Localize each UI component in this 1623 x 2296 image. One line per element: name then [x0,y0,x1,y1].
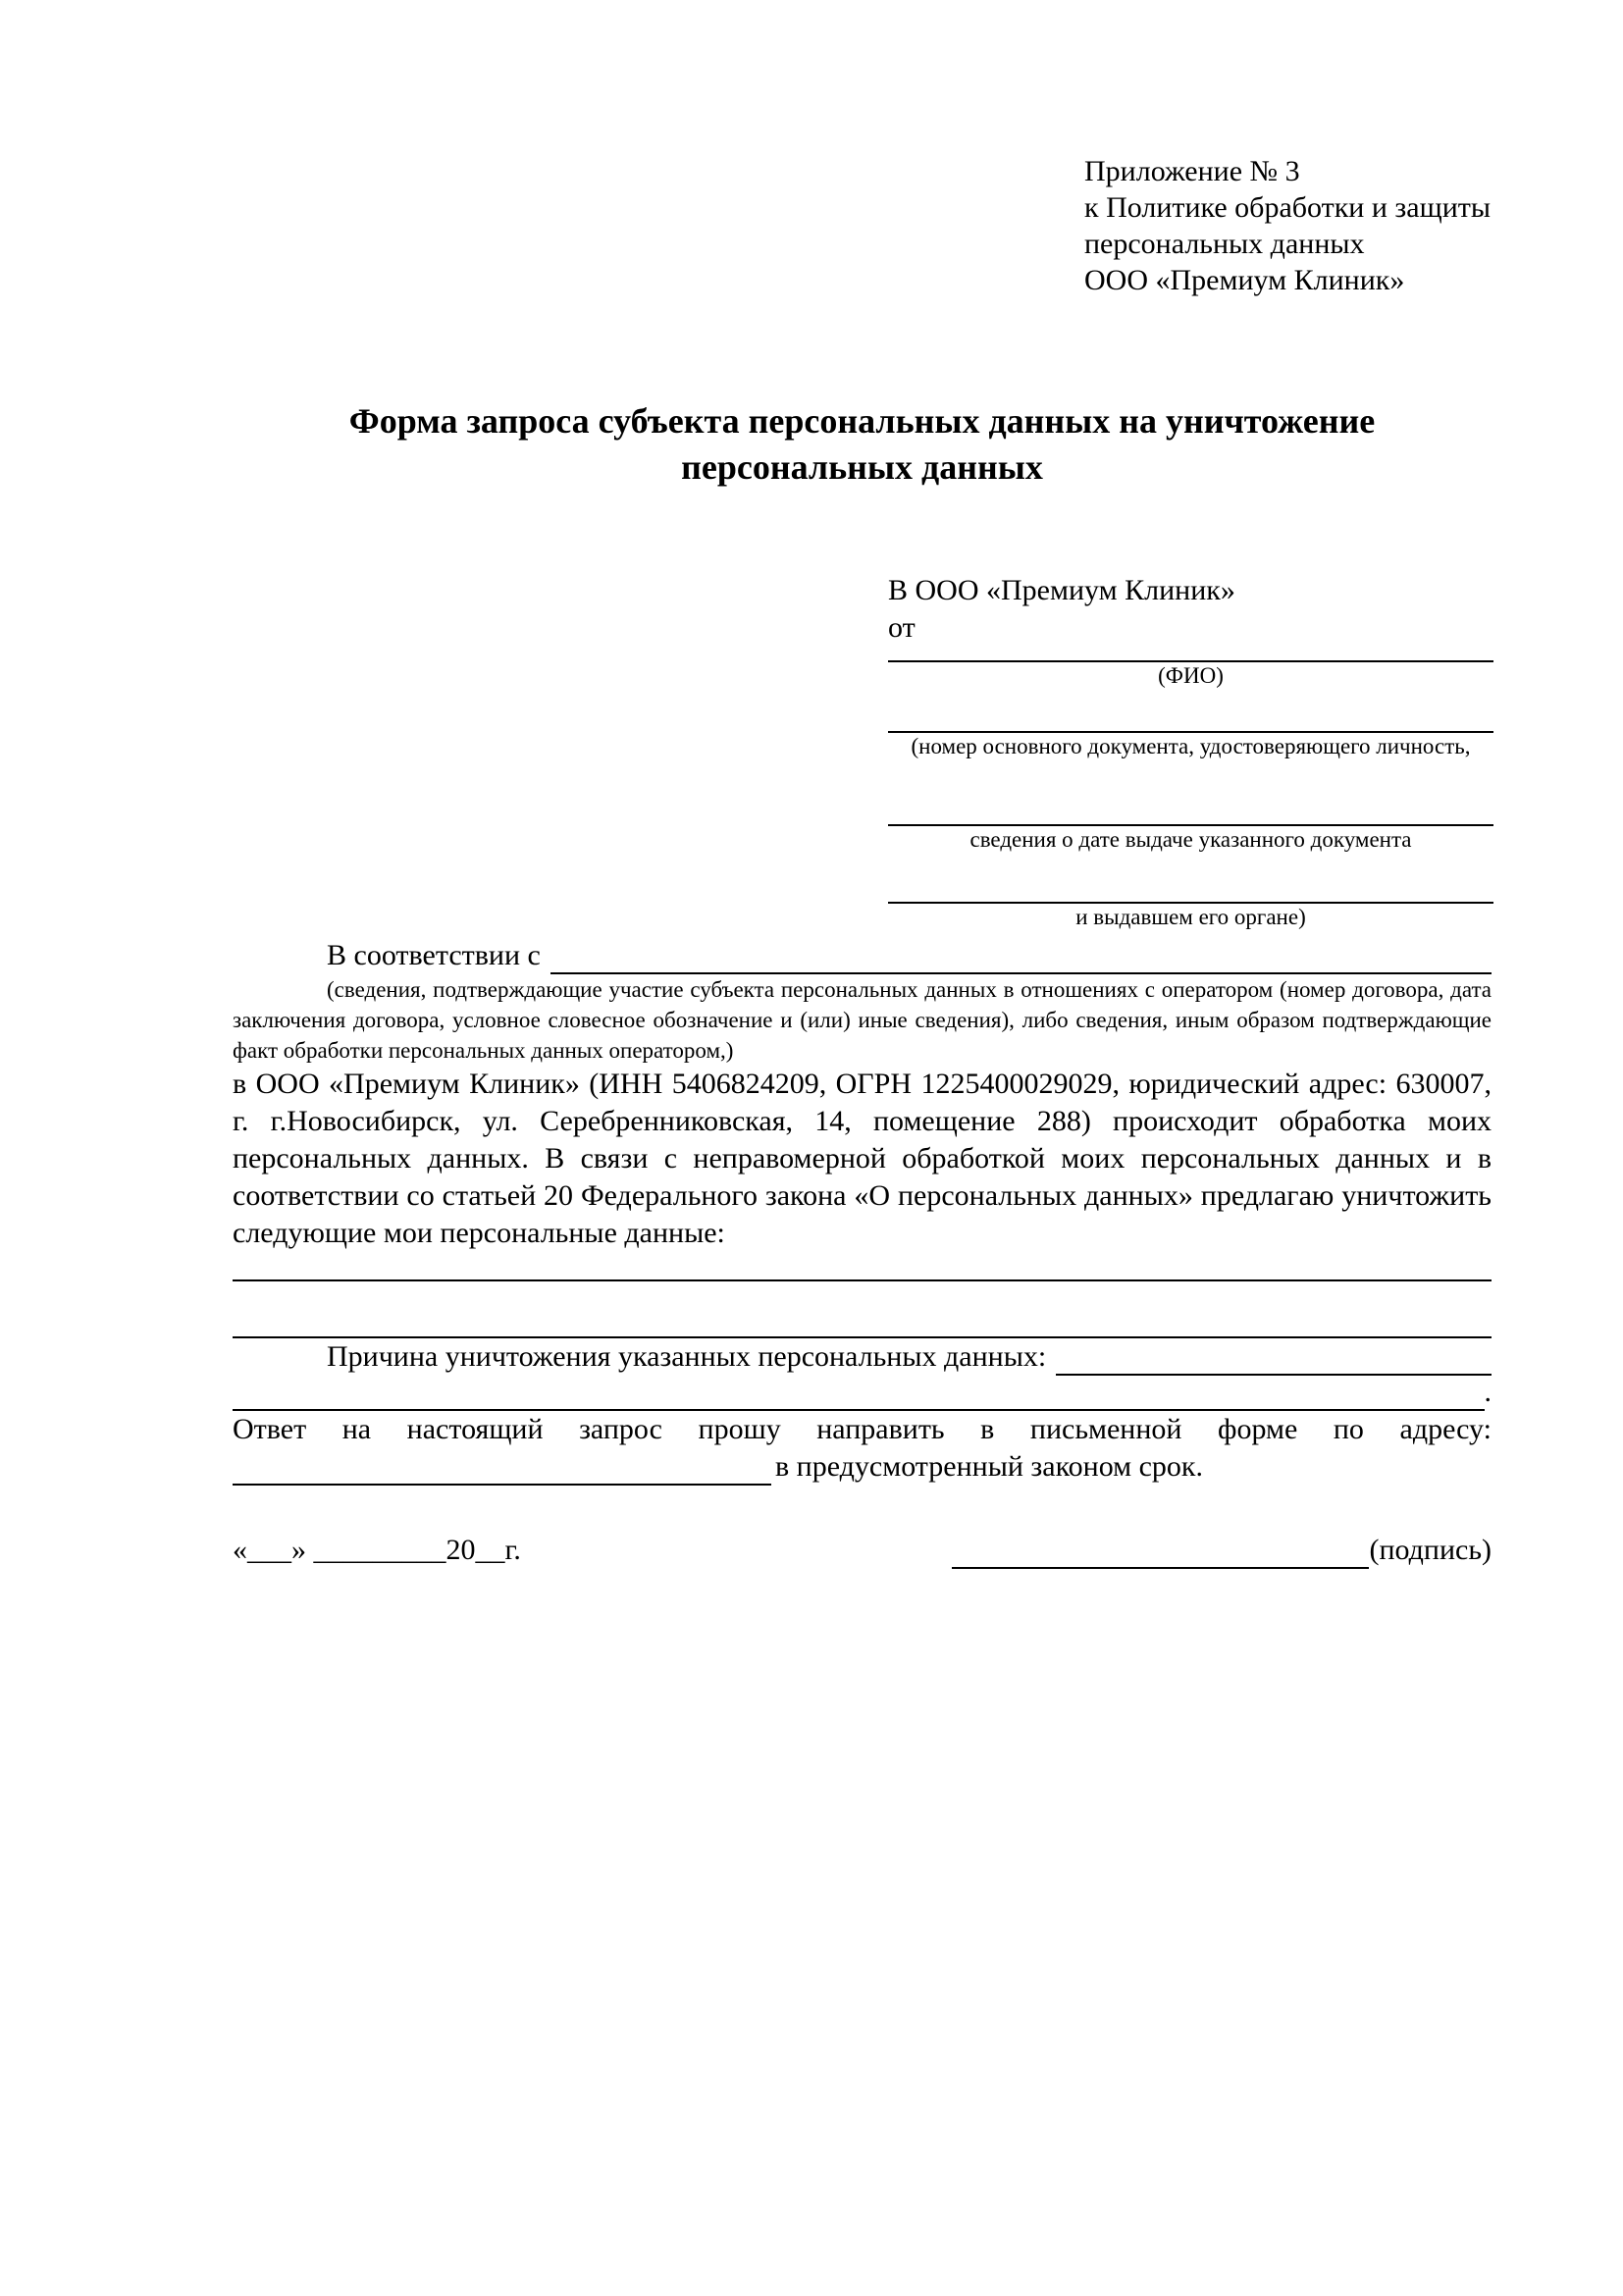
caption-issuer: и выдавшем его органе) [1075,905,1306,929]
in-accordance-label: В соответствии с [327,939,541,971]
fill-line-data-2 [233,1281,1492,1338]
response-line: Ответ на настоящий запрос прошу направить в письменной форме по адресу: [233,1413,1492,1445]
reason-label: Причина уничтожения указанных персональных данных: [327,1340,1047,1373]
fill-line-basis [550,939,1492,974]
period-text: . [1484,1376,1492,1408]
fill-line-issue-date [888,760,1493,826]
caption-fio: (ФИО) [1158,663,1224,688]
signature-caption: (подпись) [1369,1534,1492,1566]
response-tail: в предусмотренный законом срок. [775,1450,1203,1483]
fill-line-address [233,1450,771,1486]
fill-line-signature [952,1534,1369,1569]
caption-issue-date: сведения о дате выдаче указанного документа [969,827,1412,852]
fill-line-document [888,690,1493,733]
fill-line-reason [1056,1340,1492,1376]
in-accordance-row [233,937,1492,974]
addressee-block [888,572,1493,931]
appendix-header-line: персональных данных [1084,228,1365,260]
appendix-header-line: к Политике обработки и защиты [1084,191,1492,224]
title-wrap [233,398,1492,491]
basis-note: (сведения, подтверждающие участие субъекта персональных данных в отношениях с оператором (номер договора, дата заключения договора, условное словесное обозначение и (или) иные сведения), либо сведения, иным образом подтверждающие факт обработки персональных данных оператором,) [233,977,1492,1063]
addressee-from-label: от [888,611,916,644]
appendix-header [1084,153,1491,298]
fill-line-reason-2 [233,1376,1485,1411]
address-fill-row [233,1448,1492,1486]
main-paragraph: в ООО «Премиум Клиник» (ИНН 5406824209, ОГРН 1225400029029, юридический адрес: 630007, г. г.Новосибирск, ул. Серебренниковская, 14, помещение 288) происходит обработка моих персональных данных. В связи с неправомерной обработкой моих персональных данных и в соответствии со статьей 20 Федерального закона «О персональных данных» предлагаю уничтожить следующие мои персональные данные: [233,1068,1492,1249]
body-block [233,937,1492,1569]
caption-document: (номер основного документа, удостоверяющего личность, [911,734,1471,758]
reason-row-2 [233,1376,1492,1411]
reason-row [233,1338,1492,1376]
signature-group [952,1532,1492,1569]
footer-row [233,1532,1492,1569]
fill-line-fio [888,647,1493,662]
fill-line-data-1 [233,1252,1492,1281]
appendix-header-line: Приложение № 3 [1084,155,1300,187]
addressee-to: В ООО «Премиум Клиник» [888,574,1235,606]
form-title: Форма запроса субъекта персональных данных на уничтожение персональных данных [348,401,1376,487]
fill-line-issuer [888,854,1493,904]
date-line: «___» _________20__г. [233,1534,521,1566]
appendix-header-line: ООО «Премиум Клиник» [1084,264,1405,296]
